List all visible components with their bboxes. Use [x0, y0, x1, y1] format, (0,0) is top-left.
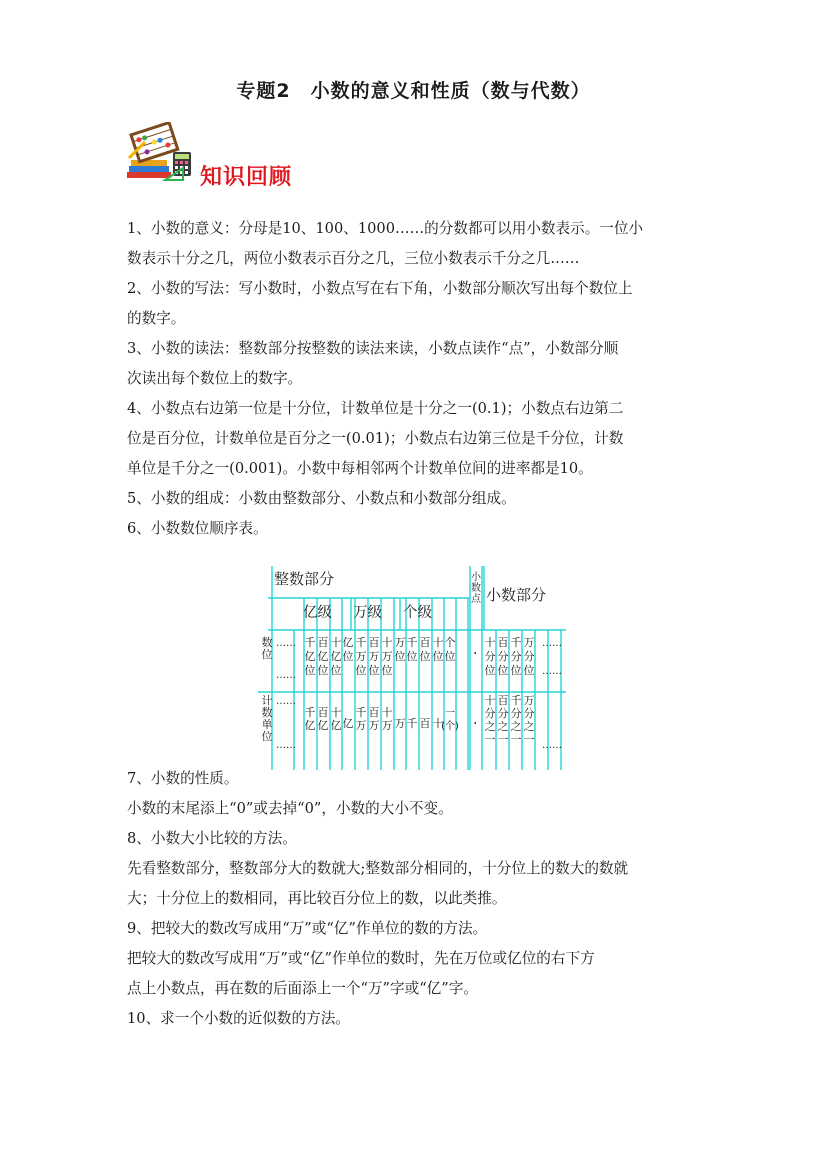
decimal-unit-name: 万	[523, 694, 535, 707]
integer-place-name: 位	[330, 664, 342, 677]
integer-place-name: 百	[368, 636, 380, 649]
decimal-point-mark: ·	[473, 716, 478, 732]
paragraph-line: 9、把较大的数改写成用“万”或“亿”作单位的数的方法。	[127, 920, 488, 937]
decimal-place-name: 分	[484, 650, 496, 663]
integer-place-name: 千	[304, 636, 316, 649]
integer-place-name: 万	[368, 650, 380, 663]
paragraph-line: 大；十分位上的数相同，再比较百分位上的数，以此类推。	[127, 890, 507, 907]
integer-place-name: 位	[406, 650, 418, 663]
decimal-place-value-table	[258, 566, 570, 770]
paragraph-line: 10、求一个小数的近似数的方法。	[127, 1010, 350, 1027]
decimal-place-name: 位	[484, 664, 496, 677]
class-label: 亿级	[303, 605, 332, 621]
integer-place-name: 位	[419, 650, 431, 663]
integer-place-name: 十	[381, 636, 393, 649]
row-label-unit: 数	[261, 706, 273, 719]
paragraph-line: 3、小数的读法：整数部分按整数的读法来读，小数点读作“点”，小数部分顺	[127, 340, 619, 357]
paragraph-line: 6、小数数位顺序表。	[127, 520, 268, 537]
ellipsis-mark: ……	[276, 740, 296, 751]
row-label-digit: 位	[261, 648, 273, 661]
integer-place-name: 亿	[330, 650, 342, 663]
decimal-place-name: 位	[497, 664, 509, 677]
knowledge-paragraphs	[127, 214, 707, 544]
integer-place-name: 万	[381, 650, 393, 663]
paragraph-line: 单位是千分之一(0.001)。小数中每相邻两个计数单位间的进率都是10。	[127, 460, 593, 477]
ellipsis-mark: ……	[542, 666, 562, 677]
integer-place-name: 十	[432, 636, 444, 649]
integer-place-name: 亿	[317, 650, 329, 663]
integer-place-name: 位	[342, 650, 354, 663]
integer-place-name: 位	[394, 650, 406, 663]
integer-place-name: 个	[444, 636, 456, 649]
decimal-unit-name: 百	[497, 694, 509, 707]
integer-place-name: 亿	[304, 650, 316, 663]
integer-place-name: 百	[419, 636, 431, 649]
ellipsis-mark: ……	[276, 638, 296, 649]
integer-unit-name: 百	[368, 706, 380, 719]
integer-unit-name: 百	[317, 706, 329, 719]
integer-place-name: 千	[406, 636, 418, 649]
decimal-point-header: 小	[471, 572, 481, 583]
integer-unit-name: 千	[355, 706, 367, 719]
integer-unit-name: 十	[381, 706, 393, 719]
ellipsis-mark: ……	[276, 670, 296, 681]
integer-unit-name: 百	[419, 717, 431, 730]
section-heading: 知识回顾	[200, 164, 293, 190]
paragraph-line: 7、小数的性质。	[127, 770, 239, 787]
integer-unit-name: 千	[406, 717, 418, 730]
decimal-unit-name: 一	[510, 733, 522, 746]
integer-place-name: 十	[330, 636, 342, 649]
decimal-unit-name: 千	[510, 694, 522, 707]
integer-place-name: 位	[444, 650, 456, 663]
decimal-unit-name: 十	[484, 694, 496, 707]
integer-place-name: 位	[381, 664, 393, 677]
decimal-point-header: 数	[471, 583, 481, 594]
integer-unit-name: 一	[445, 708, 455, 719]
decimal-place-name: 分	[523, 650, 535, 663]
integer-place-name: 位	[368, 664, 380, 677]
integer-unit-name: 亿	[304, 719, 316, 732]
decimal-unit-name: 分	[484, 707, 496, 720]
row-label-unit: 计	[261, 694, 273, 707]
integer-unit-name: 亿	[330, 719, 342, 732]
paragraph-line: 小数的末尾添上“0”或去掉“0”，小数的大小不变。	[127, 800, 453, 817]
integer-place-name: 百	[317, 636, 329, 649]
integer-unit-name: 亿	[317, 719, 329, 732]
paragraph-line: 5、小数的组成：小数由整数部分、小数点和小数部分组成。	[127, 490, 516, 507]
class-label: 万级	[353, 605, 382, 621]
ellipsis-mark: ……	[542, 740, 562, 751]
paragraph-line: 1、小数的意义：分母是10、100、1000……的分数都可以用小数表示。一位小	[127, 220, 644, 237]
integer-place-name: 位	[317, 664, 329, 677]
integer-place-name: 万	[394, 636, 406, 649]
decimal-place-name: 分	[497, 650, 509, 663]
paragraph-line: 4、小数点右边第一位是十分位，计数单位是十分之一(0.1)；小数点右边第二	[127, 400, 624, 417]
row-label-unit: 单	[261, 718, 273, 731]
integer-place-name: 万	[355, 650, 367, 663]
integer-unit-name: 万	[368, 719, 380, 732]
property-paragraphs	[127, 764, 707, 1034]
decimal-unit-name: 之	[510, 720, 522, 733]
decimal-unit-name: 分	[497, 707, 509, 720]
paragraph-line: 位是百分位，计数单位是百分之一(0.01)；小数点右边第三位是千分位，计数	[127, 430, 624, 447]
integer-place-name: 位	[432, 650, 444, 663]
paragraph-line: 先看整数部分，整数部分大的数就大;整数部分相同的，十分位上的数大的数就	[127, 860, 629, 877]
integer-unit-name: 千	[304, 706, 316, 719]
ellipsis-mark: ……	[542, 638, 562, 649]
decimal-unit-name: 分	[523, 707, 535, 720]
integer-place-name: 位	[304, 664, 316, 677]
paragraph-line: 次读出每个数位上的数字。	[127, 370, 303, 387]
page-title: 专题2 小数的意义和性质（数与代数）	[236, 80, 591, 102]
decimal-unit-name: 一	[523, 733, 535, 746]
integer-place-name: 千	[355, 636, 367, 649]
decimal-point-header: 点	[471, 594, 481, 605]
class-label: 个级	[403, 605, 432, 621]
decimal-unit-name: 之	[497, 720, 509, 733]
decimal-place-name: 位	[523, 664, 535, 677]
decimal-unit-name: 一	[497, 733, 509, 746]
paragraph-line: 2、小数的写法：写小数时，小数点写在右下角，小数部分顺次写出每个数位上	[127, 280, 633, 297]
paragraph-line: 点上小数点，再在数的后面添上一个“万”字或“亿”字。	[127, 980, 478, 997]
row-label-digit: 数	[261, 636, 273, 649]
integer-unit-name: 万	[355, 719, 367, 732]
decimal-place-name: 万	[523, 636, 535, 649]
integer-place-name: 位	[355, 664, 367, 677]
decimal-place-name: 千	[510, 636, 522, 649]
integer-unit-name: 十	[330, 706, 342, 719]
decimal-place-name: 分	[510, 650, 522, 663]
decimal-place-name: 位	[510, 664, 522, 677]
integer-unit-name: 亿	[342, 717, 354, 730]
decimal-part-header: 小数部分	[486, 586, 547, 604]
paragraph-line: 8、小数大小比较的方法。	[127, 830, 297, 847]
paragraph-line: 把较大的数改写成用“万”或“亿”作单位的数时，先在万位或亿位的右下方	[127, 950, 595, 967]
decimal-unit-name: 之	[523, 720, 535, 733]
integer-part-header: 整数部分	[274, 570, 335, 588]
paragraph-line: 数表示十分之几，两位小数表示百分之几，三位小数表示千分之几……	[127, 250, 580, 267]
integer-place-name: 亿	[342, 636, 354, 649]
decimal-place-name: 十	[484, 636, 496, 649]
integer-unit-name: 万	[394, 717, 406, 730]
integer-unit-name: (个)	[441, 721, 459, 732]
decimal-place-name: 百	[497, 636, 509, 649]
decimal-unit-name: 分	[510, 707, 522, 720]
decimal-unit-name: 一	[484, 733, 496, 746]
decimal-unit-name: 之	[484, 720, 496, 733]
abacus-books-calculator-icon	[125, 122, 195, 182]
integer-unit-name: 十	[432, 717, 444, 730]
ellipsis-mark: ……	[276, 696, 296, 707]
row-label-unit: 位	[261, 730, 273, 743]
paragraph-line: 的数字。	[127, 310, 186, 327]
integer-unit-name: 万	[381, 719, 393, 732]
decimal-point-mark: ·	[473, 646, 478, 662]
